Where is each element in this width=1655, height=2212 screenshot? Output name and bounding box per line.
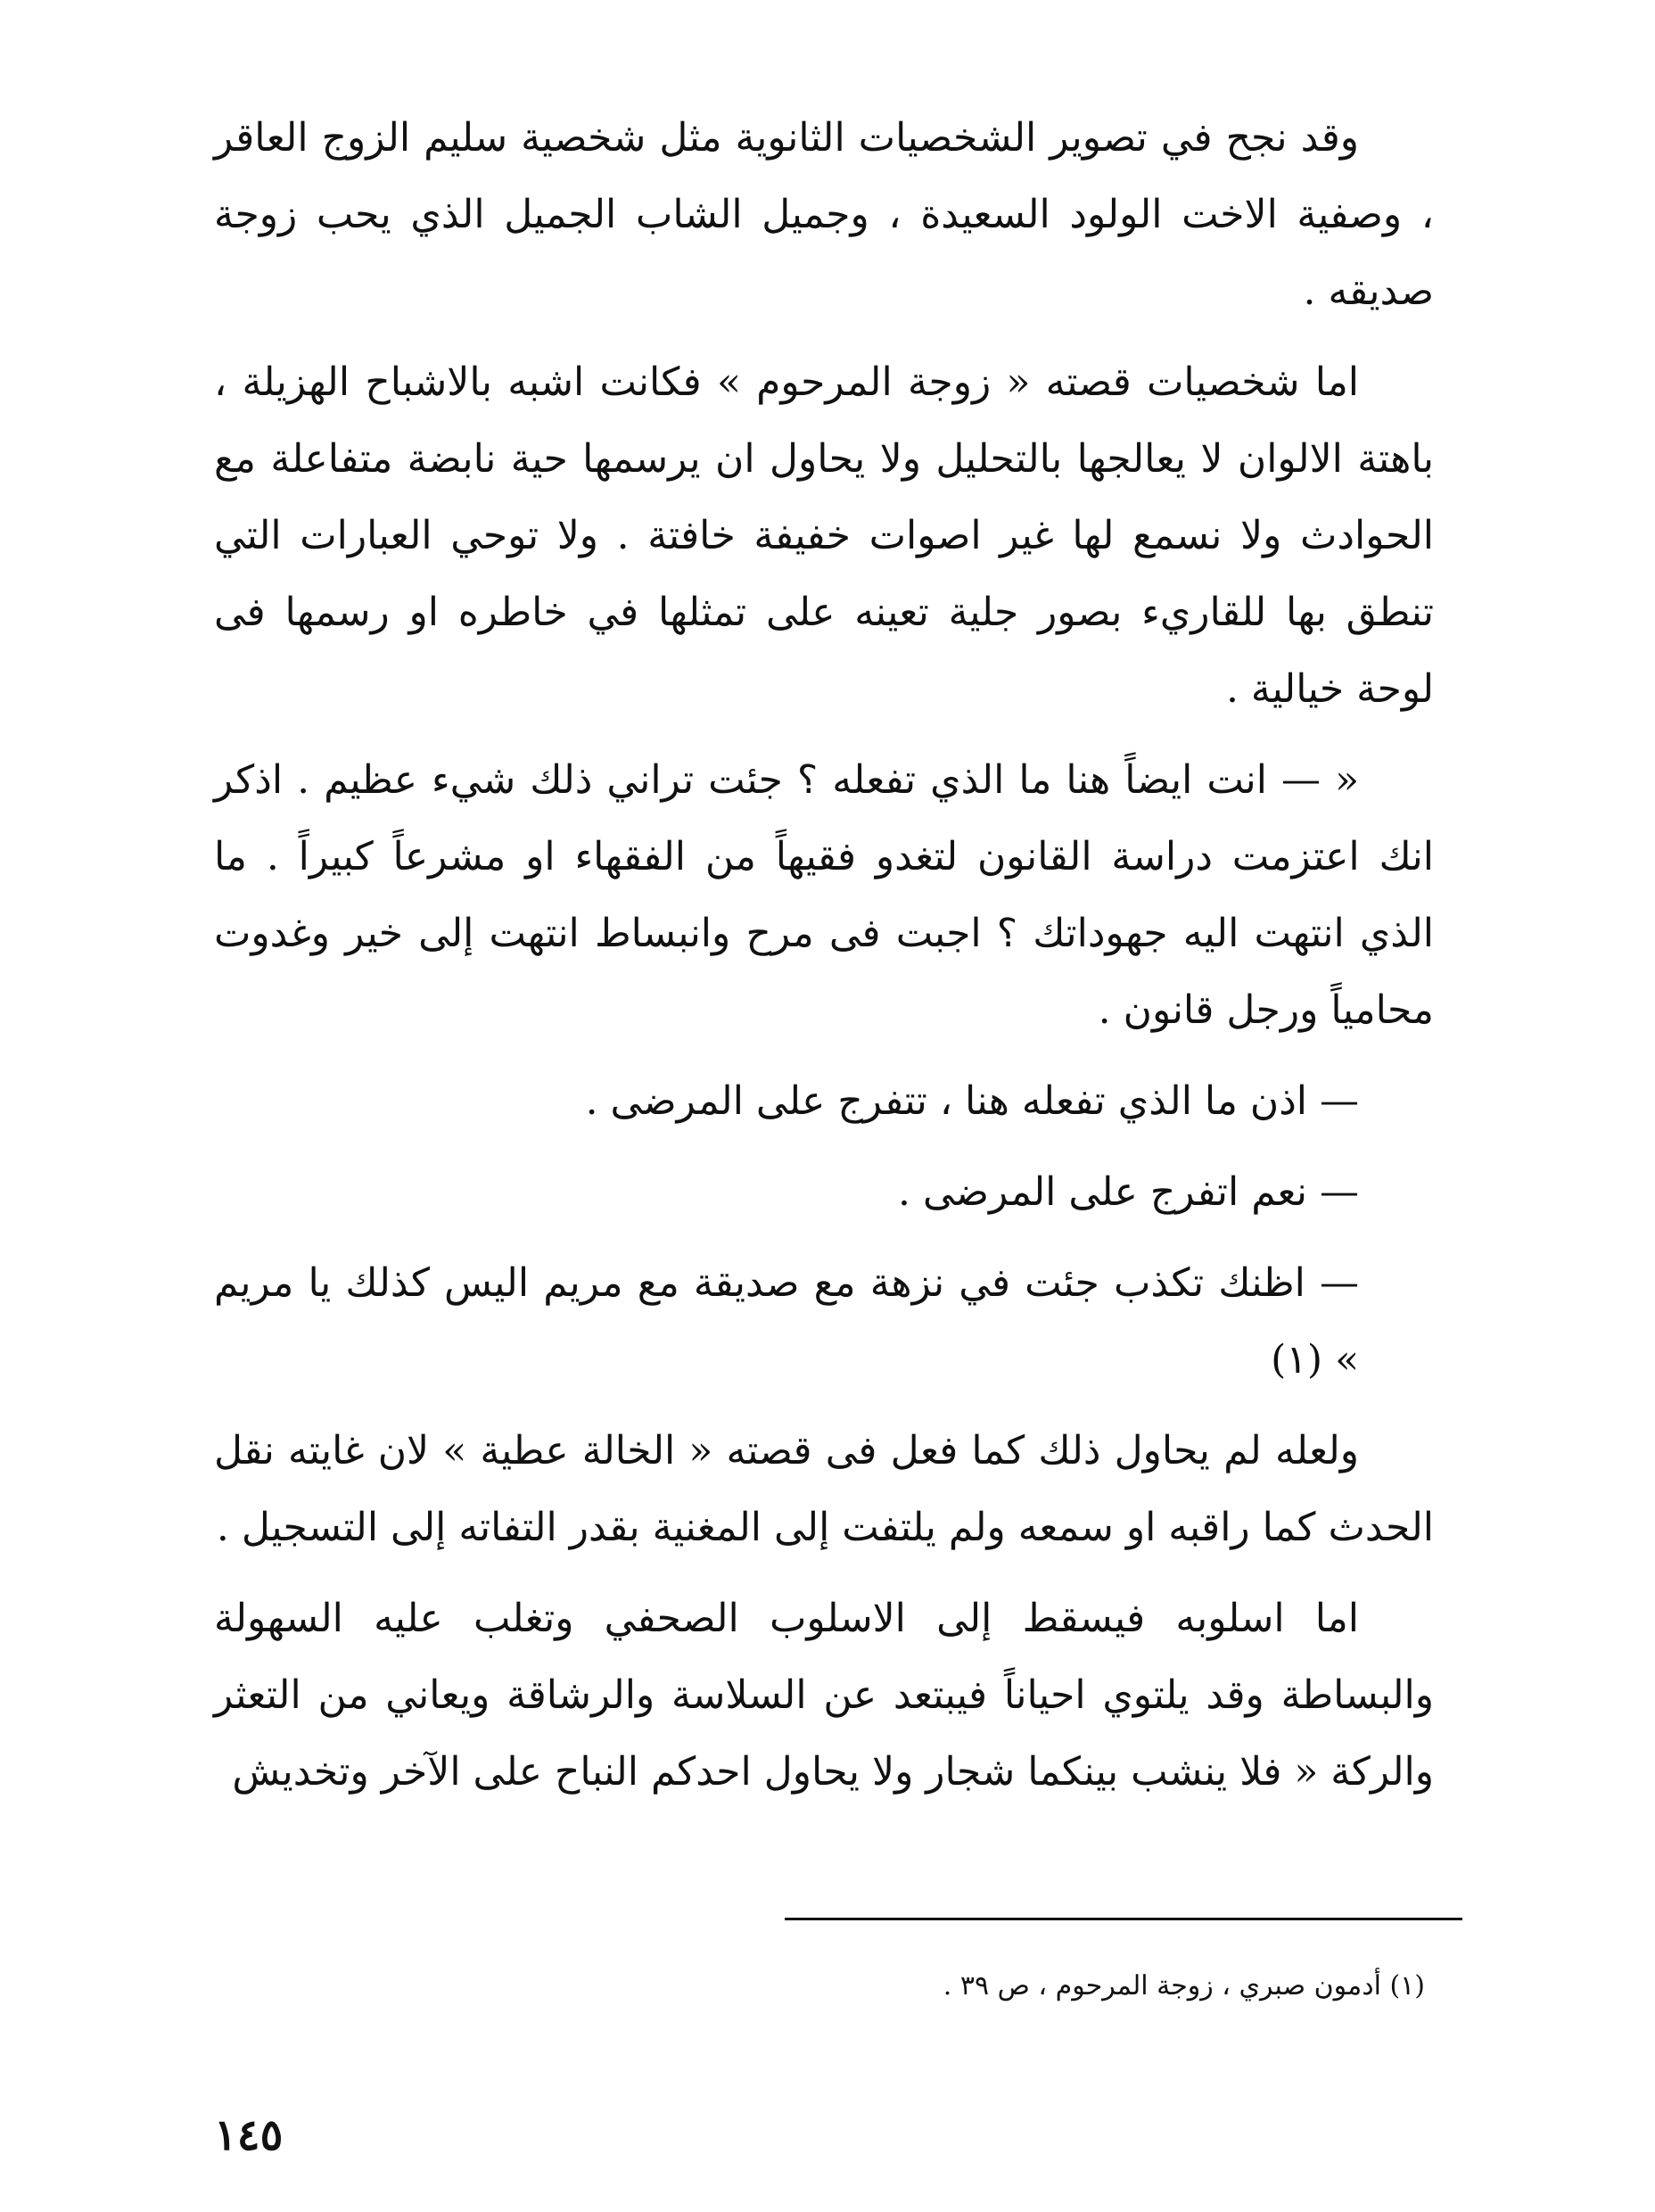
footnote: (١) أدمون صبري ، زوجة المرحوم ، ص ٣٩ . <box>943 1970 1425 2002</box>
dialogue-line-3: — اظنك تكذب جئت في نزهة مع صديقة مع مريم اليس كذلك يا مريم » (١) <box>214 1260 1359 1382</box>
dialogue-line-2: — نعم اتفرج على المرضى . <box>898 1169 1359 1215</box>
paragraph-style-critique: اما اسلوبه فيسقط إلى الاسلوب الصحفي وتغلب عليه السهولة والبساطة وقد يلتوي احياناً فيبتعد عن السلاسة والرشاقة ويعاني من التعثر والركة « فلا ينشب بينكما شجار ولا يحاول احدكم النباح على الآخر وتخديش <box>214 1596 1434 1795</box>
body-text <box>214 100 1434 1811</box>
paragraph-characters-critique: اما شخصيات قصته « زوجة المرحوم » فكانت اشبه بالاشباح الهزيلة ، باهتة الالوان لا يعالجها بالتحليل ولا يحاول ان يرسمها حية نابضة متفاعلة مع الحوادث ولا نسمع لها غير اصوات خفيفة خافتة . ولا توحي العبارات التي تنطق بها للقاريء بصور جلية تعينه على تمثلها في خاطره او رسمها فى لوحة خيالية . <box>214 359 1434 712</box>
page-number: ١٤٥ <box>214 2110 284 2160</box>
paragraph-secondary-characters: وقد نجح في تصوير الشخصيات الثانوية مثل شخصية سليم الزوج العاقر ، وصفية الاخت الولود السعيدة ، وجميل الشاب الجميل الذي يحب زوجة صديقه . <box>214 115 1435 314</box>
paragraph-khala-atiya: ولعله لم يحاول ذلك كما فعل فى قصته « الخالة عطية » لان غايته نقل الحدث كما راقبه او سمعه ولم يلتفت إلى المغنية بقدر التفاته إلى التسجيل . <box>214 1428 1434 1550</box>
paragraph-quote-dialogue: « — انت ايضاً هنا ما الذي تفعله ؟ جئت تراني ذلك شيء عظيم . اذكر انك اعتزمت دراسة القانون لتغدو فقيهاً من الفقهاء او مشرعاً كبيراً . ما الذي انتهت اليه جهوداتك ؟ اجبت فى مرح وانبساط انتهت إلى خير وغدوت محامياً ورجل قانون . <box>214 757 1434 1033</box>
dialogue-line-1: — اذن ما الذي تفعله هنا ، تتفرج على المرضى . <box>585 1078 1359 1124</box>
footnote-divider <box>785 1918 1462 1920</box>
